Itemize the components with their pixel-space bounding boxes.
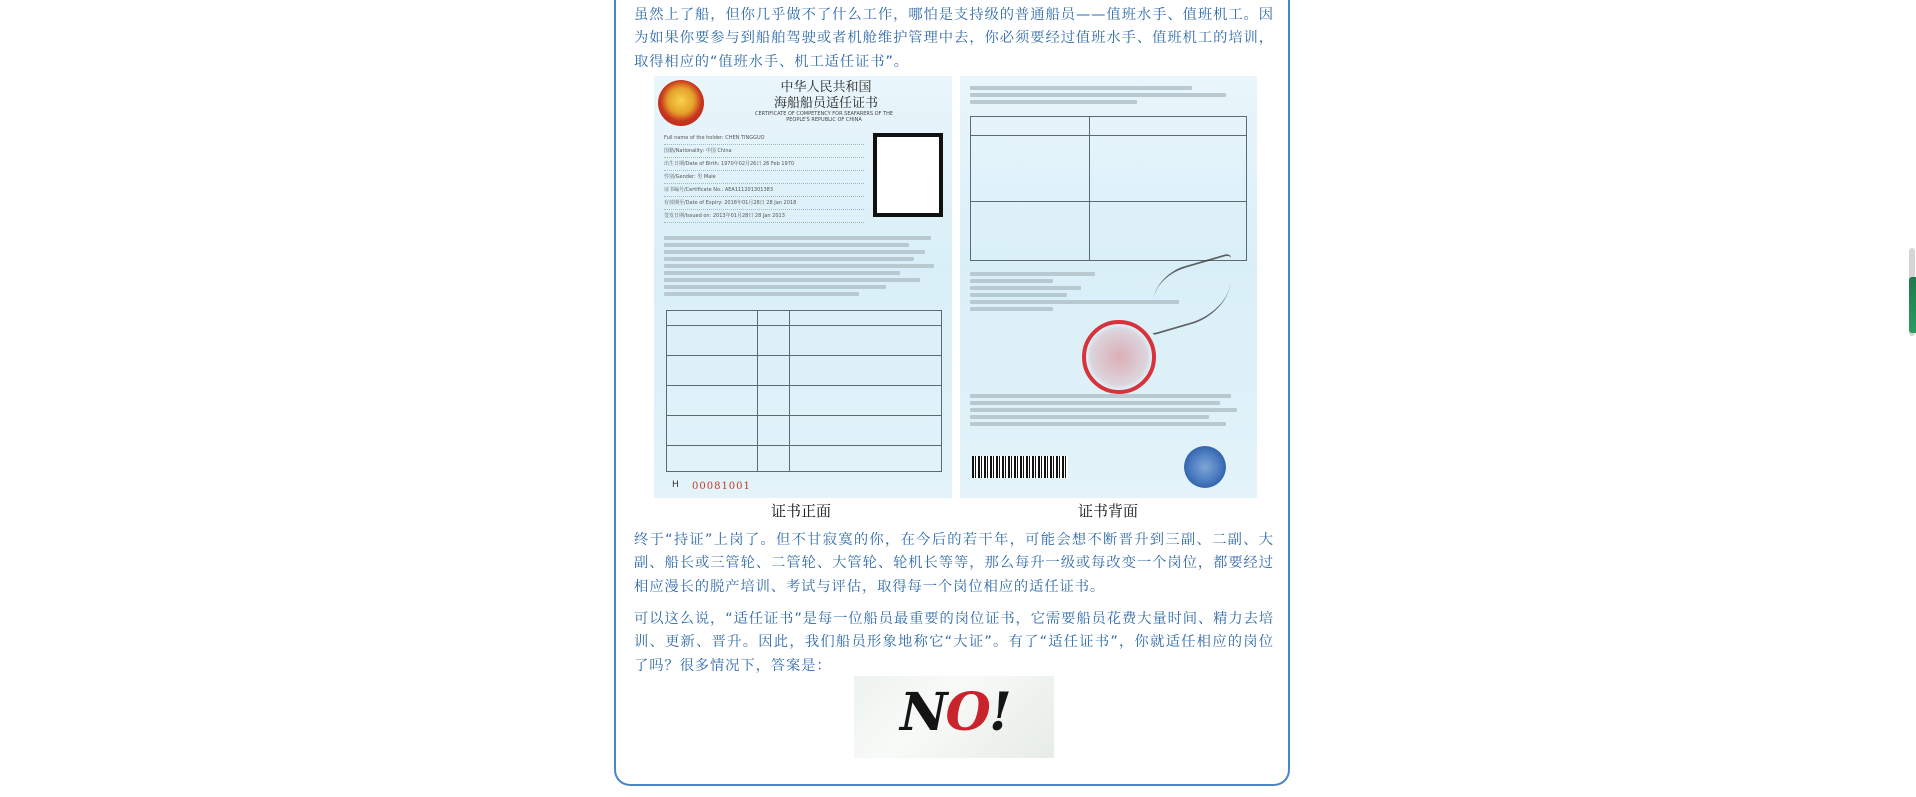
photo-placeholder — [873, 133, 943, 217]
certificate-front — [654, 76, 952, 498]
no-letter-o: O — [945, 682, 989, 743]
field-gender: 性别/Gender: 男 Male — [664, 171, 864, 184]
certificate-title-en: CERTIFICATE OF COMPETENCY FOR SEAFARERS OF THE PEOPLE'S REPUBLIC OF CHINA — [755, 111, 893, 123]
holder-fields — [664, 132, 864, 223]
certificate-image — [654, 76, 1257, 520]
title-line-1: 中华人民共和国 — [780, 80, 872, 95]
certificate-title-cn — [758, 80, 894, 112]
field-nationality: 国籍/Nationality: 中国 China — [664, 145, 864, 158]
field-dob: 出生日期/Date of Birth: 1970年02月26日 26 Feb 1970 — [664, 158, 864, 171]
serial-prefix: H — [672, 480, 679, 490]
barcode-icon — [972, 456, 1068, 478]
remarks-text — [970, 394, 1248, 429]
serial-number: 00081001 — [692, 481, 751, 492]
paragraph-2: 终于“持证”上岗了。但不甘寂寞的你，在今后的若干年，可能会想不断晋升到三副、二副、大副、船长或三管轮、二管轮、大管轮、轮机长等等，那么每升一级或每改变一个岗位，都要经过相应漫长的脱产培训、考试与评估，取得每一个岗位相应的适任证书。 — [634, 532, 1274, 595]
paragraph-1: 虽然上了船，但你几乎做不了什么工作，哪怕是支持级的普通船员——值班水手、值班机工。因为如果你要参与到船舶驾驶或者机舱维护管理中去，你必须要经过值班水手、值班机工的培训，取得相应的“值班水手、机工适任证书”。 — [634, 7, 1274, 70]
no-exclamation: ! — [988, 682, 1010, 743]
back-header-text — [970, 86, 1248, 107]
caption-front: 证书正面 — [771, 502, 832, 520]
paragraph-3: 可以这么说，“适任证书”是每一位船员最重要的岗位证书，它需要船员花费大量时间、精力去培训、更新、晋升。因此，我们船员形象地称它“大证”。有了“适任证书”，你就适任相应的岗位了吗？很多情况下，答案是： — [634, 611, 1274, 674]
side-widget-handle[interactable] — [1909, 277, 1916, 333]
official-seal-icon — [1082, 320, 1156, 394]
national-emblem-icon — [658, 80, 704, 126]
functions-table — [666, 310, 942, 472]
caption-back: 证书背面 — [1078, 502, 1139, 520]
certificate-fine-print — [664, 236, 942, 299]
article-card — [614, 0, 1290, 786]
no-text — [900, 682, 1010, 743]
field-name: Full name of the holder: CHEN TINGGUO — [664, 132, 864, 145]
field-issued: 签发日期/Issued on: 2013年01月28日 28 Jan 2013 — [664, 210, 864, 223]
msa-seal-icon — [1184, 446, 1226, 488]
field-expiry: 有效期至/Date of Expiry: 2018年01月28日 28 Jan 2018 — [664, 197, 864, 210]
no-letter-n: N — [900, 682, 946, 743]
capacity-table — [970, 116, 1247, 261]
title-line-2: 海船船员适任证书 — [773, 96, 878, 111]
certificate-back — [960, 76, 1257, 498]
field-cert-no: 证书编号/Certificate No.: AEA111201301383 — [664, 184, 864, 197]
signature-mark — [1153, 252, 1232, 335]
no-image — [854, 676, 1054, 758]
